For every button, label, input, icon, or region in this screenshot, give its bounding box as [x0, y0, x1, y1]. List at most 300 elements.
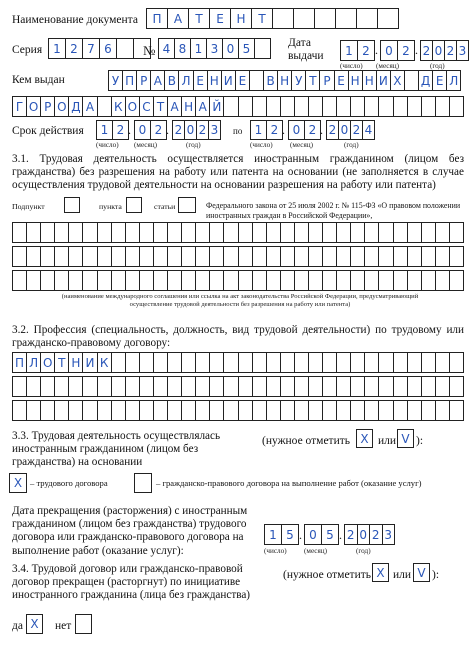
char-cell[interactable] — [238, 246, 253, 267]
char-cell[interactable] — [167, 400, 182, 421]
char-cell[interactable] — [54, 222, 69, 243]
char-cell[interactable] — [435, 352, 450, 373]
char-cell[interactable]: Т — [251, 8, 273, 29]
issued-by-line1[interactable] — [108, 70, 461, 91]
char-cell[interactable]: К — [97, 352, 112, 373]
char-cell[interactable] — [407, 352, 422, 373]
char-cell[interactable]: 2 — [357, 40, 375, 61]
char-cell[interactable] — [238, 400, 253, 421]
char-cell[interactable] — [322, 400, 337, 421]
termination-month[interactable] — [304, 524, 339, 545]
char-cell[interactable] — [421, 246, 436, 267]
char-cell[interactable]: Н — [68, 352, 83, 373]
char-cell[interactable] — [308, 376, 323, 397]
char-cell[interactable] — [364, 246, 379, 267]
char-cell[interactable]: Т — [305, 70, 320, 91]
char-cell[interactable] — [68, 246, 83, 267]
char-cell[interactable]: У — [108, 70, 123, 91]
char-cell[interactable] — [336, 400, 351, 421]
char-cell[interactable] — [139, 270, 154, 291]
char-cell[interactable] — [111, 376, 126, 397]
char-cell[interactable] — [294, 352, 309, 373]
char-cell[interactable] — [26, 270, 41, 291]
char-cell[interactable]: К — [111, 96, 126, 117]
char-cell[interactable] — [153, 270, 168, 291]
char-cell[interactable] — [195, 376, 210, 397]
validity-to-month[interactable] — [288, 120, 321, 140]
char-cell[interactable] — [435, 222, 450, 243]
char-cell[interactable] — [421, 270, 436, 291]
char-cell[interactable] — [97, 222, 112, 243]
char-cell[interactable] — [54, 246, 69, 267]
char-cell[interactable]: О — [125, 96, 140, 117]
char-cell[interactable] — [407, 376, 422, 397]
validity-from-month[interactable] — [134, 120, 167, 140]
char-cell[interactable] — [111, 270, 126, 291]
char-cell[interactable] — [116, 38, 134, 59]
char-cell[interactable] — [125, 376, 140, 397]
char-cell[interactable] — [139, 246, 154, 267]
char-cell[interactable] — [266, 352, 281, 373]
char-cell[interactable] — [252, 270, 267, 291]
char-cell[interactable] — [252, 222, 267, 243]
agreement-row-2[interactable] — [12, 246, 464, 267]
char-cell[interactable] — [111, 222, 126, 243]
validity-to-year[interactable] — [326, 120, 375, 140]
validity-from-day[interactable] — [96, 120, 129, 140]
char-cell[interactable]: 0 — [380, 40, 398, 61]
char-cell[interactable]: Е — [235, 70, 250, 91]
char-cell[interactable]: И — [376, 70, 391, 91]
char-cell[interactable] — [314, 8, 336, 29]
char-cell[interactable]: А — [150, 70, 165, 91]
char-cell[interactable]: П — [12, 352, 27, 373]
char-cell[interactable]: 2 — [350, 120, 363, 140]
char-cell[interactable]: 3 — [456, 40, 469, 61]
char-cell[interactable] — [26, 376, 41, 397]
char-cell[interactable]: 1 — [190, 38, 207, 59]
char-cell[interactable]: Н — [277, 70, 292, 91]
char-cell[interactable] — [111, 400, 126, 421]
char-cell[interactable] — [336, 246, 351, 267]
char-cell[interactable] — [407, 246, 422, 267]
char-cell[interactable] — [223, 376, 238, 397]
char-cell[interactable] — [167, 246, 182, 267]
char-cell[interactable] — [266, 222, 281, 243]
char-cell[interactable] — [449, 96, 464, 117]
char-cell[interactable] — [378, 270, 393, 291]
char-cell[interactable] — [407, 96, 422, 117]
char-cell[interactable] — [82, 376, 97, 397]
char-cell[interactable]: 3 — [208, 120, 221, 140]
char-cell[interactable] — [449, 222, 464, 243]
char-cell[interactable] — [68, 270, 83, 291]
char-cell[interactable] — [153, 400, 168, 421]
char-cell[interactable] — [209, 222, 224, 243]
char-cell[interactable]: Е — [432, 70, 447, 91]
yes-checkbox[interactable]: X — [26, 614, 43, 634]
char-cell[interactable] — [404, 70, 419, 91]
char-cell[interactable] — [272, 8, 294, 29]
char-cell[interactable] — [167, 222, 182, 243]
issued-by-line2[interactable] — [12, 96, 464, 117]
char-cell[interactable] — [449, 376, 464, 397]
char-cell[interactable] — [209, 270, 224, 291]
char-cell[interactable]: Л — [446, 70, 461, 91]
char-cell[interactable] — [421, 222, 436, 243]
termination-year[interactable] — [344, 524, 395, 545]
char-cell[interactable] — [378, 246, 393, 267]
char-cell[interactable] — [181, 270, 196, 291]
char-cell[interactable] — [167, 270, 182, 291]
article-box[interactable] — [178, 197, 196, 213]
char-cell[interactable] — [97, 246, 112, 267]
char-cell[interactable]: 4 — [362, 120, 375, 140]
char-cell[interactable] — [294, 376, 309, 397]
series-field[interactable] — [48, 38, 151, 59]
char-cell[interactable]: П — [146, 8, 168, 29]
char-cell[interactable] — [195, 352, 210, 373]
char-cell[interactable] — [40, 376, 55, 397]
char-cell[interactable]: 2 — [150, 120, 167, 140]
char-cell[interactable] — [421, 400, 436, 421]
char-cell[interactable] — [12, 222, 27, 243]
char-cell[interactable]: 2 — [397, 40, 415, 61]
char-cell[interactable] — [181, 352, 196, 373]
char-cell[interactable]: 2 — [172, 120, 185, 140]
char-cell[interactable]: Н — [230, 8, 252, 29]
char-cell[interactable]: 1 — [340, 40, 358, 61]
char-cell[interactable] — [223, 352, 238, 373]
char-cell[interactable] — [209, 352, 224, 373]
char-cell[interactable] — [40, 270, 55, 291]
char-cell[interactable] — [153, 222, 168, 243]
char-cell[interactable]: 5 — [281, 524, 299, 545]
char-cell[interactable] — [254, 38, 271, 59]
char-cell[interactable]: Л — [26, 352, 41, 373]
char-cell[interactable] — [378, 352, 393, 373]
char-cell[interactable] — [12, 400, 27, 421]
char-cell[interactable] — [12, 270, 27, 291]
char-cell[interactable] — [322, 96, 337, 117]
char-cell[interactable] — [435, 246, 450, 267]
char-cell[interactable] — [280, 352, 295, 373]
char-cell[interactable] — [364, 352, 379, 373]
char-cell[interactable] — [252, 376, 267, 397]
char-cell[interactable]: Т — [153, 96, 168, 117]
issue-date-day[interactable] — [340, 40, 375, 61]
char-cell[interactable] — [26, 246, 41, 267]
char-cell[interactable]: А — [195, 96, 210, 117]
char-cell[interactable] — [350, 96, 365, 117]
char-cell[interactable] — [336, 222, 351, 243]
char-cell[interactable] — [421, 352, 436, 373]
char-cell[interactable] — [195, 270, 210, 291]
char-cell[interactable]: Н — [181, 96, 196, 117]
char-cell[interactable]: 8 — [174, 38, 191, 59]
char-cell[interactable]: Н — [207, 70, 222, 91]
char-cell[interactable]: В — [164, 70, 179, 91]
char-cell[interactable] — [280, 96, 295, 117]
agreement-row-3[interactable] — [12, 270, 464, 291]
char-cell[interactable] — [322, 222, 337, 243]
labor-contract-checkbox[interactable]: X — [9, 473, 27, 493]
char-cell[interactable] — [378, 96, 393, 117]
char-cell[interactable] — [393, 222, 408, 243]
char-cell[interactable] — [294, 246, 309, 267]
char-cell[interactable] — [252, 96, 267, 117]
char-cell[interactable] — [167, 352, 182, 373]
char-cell[interactable]: Р — [136, 70, 151, 91]
char-cell[interactable]: А — [82, 96, 97, 117]
profession-row-2[interactable] — [12, 376, 464, 397]
char-cell[interactable]: 0 — [304, 524, 322, 545]
char-cell[interactable] — [356, 8, 378, 29]
char-cell[interactable] — [125, 246, 140, 267]
char-cell[interactable] — [167, 376, 182, 397]
char-cell[interactable] — [40, 222, 55, 243]
char-cell[interactable] — [195, 246, 210, 267]
char-cell[interactable] — [223, 222, 238, 243]
char-cell[interactable] — [322, 270, 337, 291]
char-cell[interactable] — [153, 376, 168, 397]
char-cell[interactable]: А — [167, 96, 182, 117]
char-cell[interactable] — [238, 270, 253, 291]
char-cell[interactable]: 1 — [96, 120, 113, 140]
char-cell[interactable] — [12, 246, 27, 267]
char-cell[interactable] — [377, 8, 399, 29]
char-cell[interactable] — [82, 222, 97, 243]
char-cell[interactable]: О — [26, 96, 41, 117]
char-cell[interactable]: 3 — [382, 524, 396, 545]
char-cell[interactable] — [393, 376, 408, 397]
char-cell[interactable] — [294, 270, 309, 291]
char-cell[interactable] — [111, 352, 126, 373]
char-cell[interactable]: 0 — [184, 120, 197, 140]
char-cell[interactable]: 2 — [326, 120, 339, 140]
char-cell[interactable] — [449, 400, 464, 421]
char-cell[interactable] — [252, 400, 267, 421]
char-cell[interactable] — [378, 400, 393, 421]
char-cell[interactable] — [322, 246, 337, 267]
validity-from-year[interactable] — [172, 120, 221, 140]
point-box[interactable] — [126, 197, 142, 213]
char-cell[interactable]: В — [263, 70, 278, 91]
validity-to-day[interactable] — [250, 120, 283, 140]
char-cell[interactable] — [209, 376, 224, 397]
no-checkbox[interactable] — [75, 614, 92, 634]
char-cell[interactable] — [336, 376, 351, 397]
char-cell[interactable]: Н — [362, 70, 377, 91]
char-cell[interactable] — [181, 376, 196, 397]
char-cell[interactable] — [308, 352, 323, 373]
char-cell[interactable] — [308, 400, 323, 421]
char-cell[interactable]: Е — [193, 70, 208, 91]
char-cell[interactable] — [238, 96, 253, 117]
char-cell[interactable]: П — [122, 70, 137, 91]
char-cell[interactable] — [335, 8, 357, 29]
char-cell[interactable]: 2 — [65, 38, 83, 59]
char-cell[interactable] — [294, 222, 309, 243]
char-cell[interactable] — [393, 96, 408, 117]
char-cell[interactable]: 0 — [134, 120, 151, 140]
char-cell[interactable] — [153, 246, 168, 267]
char-cell[interactable]: А — [167, 8, 189, 29]
char-cell[interactable] — [266, 96, 281, 117]
char-cell[interactable] — [54, 376, 69, 397]
char-cell[interactable] — [308, 270, 323, 291]
char-cell[interactable]: Л — [178, 70, 193, 91]
char-cell[interactable]: Й — [209, 96, 224, 117]
doc-name-field[interactable] — [146, 8, 399, 29]
char-cell[interactable] — [238, 376, 253, 397]
char-cell[interactable] — [322, 376, 337, 397]
char-cell[interactable] — [449, 246, 464, 267]
char-cell[interactable]: Р — [40, 96, 55, 117]
char-cell[interactable]: Е — [209, 8, 231, 29]
char-cell[interactable] — [350, 222, 365, 243]
char-cell[interactable] — [407, 400, 422, 421]
char-cell[interactable] — [82, 270, 97, 291]
issue-date-month[interactable] — [380, 40, 415, 61]
char-cell[interactable]: 7 — [82, 38, 100, 59]
char-cell[interactable] — [266, 400, 281, 421]
char-cell[interactable]: Д — [68, 96, 83, 117]
char-cell[interactable] — [378, 376, 393, 397]
char-cell[interactable] — [435, 400, 450, 421]
char-cell[interactable] — [308, 246, 323, 267]
char-cell[interactable]: 5 — [238, 38, 255, 59]
char-cell[interactable]: Х — [390, 70, 405, 91]
char-cell[interactable] — [26, 222, 41, 243]
char-cell[interactable] — [82, 400, 97, 421]
char-cell[interactable] — [336, 96, 351, 117]
char-cell[interactable] — [68, 400, 83, 421]
char-cell[interactable]: Е — [334, 70, 349, 91]
char-cell[interactable] — [393, 400, 408, 421]
char-cell[interactable] — [350, 246, 365, 267]
char-cell[interactable] — [153, 352, 168, 373]
issue-date-year[interactable] — [420, 40, 469, 61]
char-cell[interactable]: 1 — [48, 38, 66, 59]
char-cell[interactable] — [407, 222, 422, 243]
char-cell[interactable] — [97, 376, 112, 397]
char-cell[interactable]: И — [221, 70, 236, 91]
char-cell[interactable] — [223, 270, 238, 291]
char-cell[interactable] — [195, 222, 210, 243]
termination-day[interactable] — [264, 524, 299, 545]
profession-row-3[interactable] — [12, 400, 464, 421]
char-cell[interactable] — [364, 270, 379, 291]
char-cell[interactable] — [421, 376, 436, 397]
char-cell[interactable] — [364, 376, 379, 397]
char-cell[interactable] — [435, 376, 450, 397]
char-cell[interactable] — [97, 96, 112, 117]
char-cell[interactable]: 0 — [338, 120, 351, 140]
civil-contract-checkbox[interactable] — [134, 473, 152, 493]
char-cell[interactable]: И — [82, 352, 97, 373]
char-cell[interactable] — [393, 246, 408, 267]
char-cell[interactable] — [125, 270, 140, 291]
char-cell[interactable]: 2 — [344, 524, 358, 545]
char-cell[interactable]: Р — [319, 70, 334, 91]
char-cell[interactable] — [238, 352, 253, 373]
char-cell[interactable] — [223, 400, 238, 421]
char-cell[interactable] — [364, 400, 379, 421]
char-cell[interactable] — [266, 376, 281, 397]
char-cell[interactable]: 2 — [369, 524, 383, 545]
char-cell[interactable] — [223, 246, 238, 267]
char-cell[interactable] — [68, 222, 83, 243]
char-cell[interactable] — [350, 400, 365, 421]
profession-row-1[interactable] — [12, 352, 464, 373]
char-cell[interactable] — [336, 352, 351, 373]
char-cell[interactable]: Н — [348, 70, 363, 91]
char-cell[interactable] — [449, 270, 464, 291]
char-cell[interactable]: 1 — [264, 524, 282, 545]
char-cell[interactable] — [280, 222, 295, 243]
char-cell[interactable] — [195, 400, 210, 421]
char-cell[interactable]: 2 — [196, 120, 209, 140]
char-cell[interactable]: Т — [188, 8, 210, 29]
char-cell[interactable] — [209, 400, 224, 421]
char-cell[interactable] — [82, 246, 97, 267]
char-cell[interactable] — [111, 246, 126, 267]
char-cell[interactable] — [280, 246, 295, 267]
char-cell[interactable] — [54, 270, 69, 291]
char-cell[interactable] — [181, 222, 196, 243]
char-cell[interactable]: О — [40, 352, 55, 373]
char-cell[interactable] — [266, 246, 281, 267]
char-cell[interactable]: 3 — [206, 38, 223, 59]
char-cell[interactable]: У — [291, 70, 306, 91]
char-cell[interactable] — [139, 376, 154, 397]
char-cell[interactable] — [449, 352, 464, 373]
char-cell[interactable] — [421, 96, 436, 117]
char-cell[interactable] — [252, 352, 267, 373]
char-cell[interactable] — [209, 246, 224, 267]
char-cell[interactable] — [364, 222, 379, 243]
agreement-row-1[interactable] — [12, 222, 464, 243]
char-cell[interactable] — [12, 376, 27, 397]
char-cell[interactable] — [350, 376, 365, 397]
char-cell[interactable] — [350, 270, 365, 291]
number-field[interactable] — [158, 38, 271, 59]
char-cell[interactable] — [393, 352, 408, 373]
char-cell[interactable] — [308, 222, 323, 243]
char-cell[interactable]: Д — [418, 70, 433, 91]
char-cell[interactable] — [280, 400, 295, 421]
char-cell[interactable] — [139, 352, 154, 373]
char-cell[interactable] — [252, 246, 267, 267]
char-cell[interactable] — [393, 270, 408, 291]
char-cell[interactable]: 1 — [250, 120, 267, 140]
char-cell[interactable]: О — [54, 96, 69, 117]
char-cell[interactable] — [97, 270, 112, 291]
char-cell[interactable] — [350, 352, 365, 373]
char-cell[interactable]: Г — [12, 96, 27, 117]
char-cell[interactable]: 0 — [432, 40, 445, 61]
char-cell[interactable] — [125, 400, 140, 421]
char-cell[interactable]: 2 — [266, 120, 283, 140]
char-cell[interactable]: 0 — [222, 38, 239, 59]
char-cell[interactable]: 2 — [304, 120, 321, 140]
char-cell[interactable] — [125, 222, 140, 243]
char-cell[interactable]: 0 — [288, 120, 305, 140]
char-cell[interactable] — [139, 400, 154, 421]
char-cell[interactable]: 2 — [112, 120, 129, 140]
char-cell[interactable]: Т — [54, 352, 69, 373]
